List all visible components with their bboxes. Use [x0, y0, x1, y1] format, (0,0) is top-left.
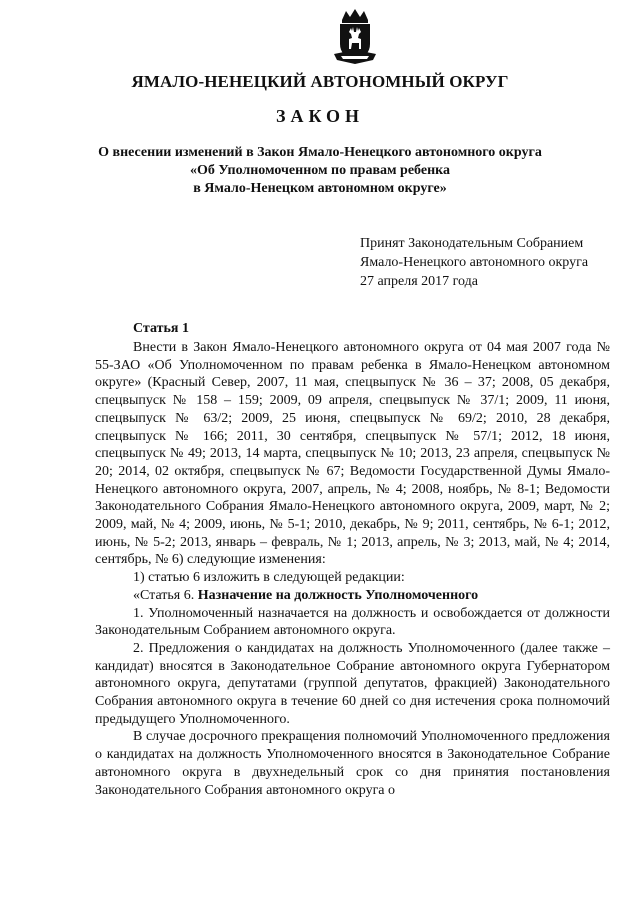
region-title: ЯМАЛО-НЕНЕЦКИЙ АВТОНОМНЫЙ ОКРУГ: [131, 72, 509, 91]
amendment-title-line: в Ямало-Ненецком автономном округе»: [193, 181, 447, 196]
article-1-heading: Статья 1: [133, 321, 189, 336]
article-6-paragraph-2: 2. Предложения о кандидатах на должность Уполномоченного (далее также – кандидат) вносятся в Законодательное Собрание автономного округа Губернатором автономного округа, депутатами (группой депутатов, фракцией) Законодательного Собрания автономного округа в течение 60 дней со дня истечения срока полномочий предыдущего Уполномоченного.: [95, 640, 610, 727]
amendment-title-line: «Об Уполномоченном по правам ребенка: [189, 163, 451, 178]
amendment-item-1: 1) статью 6 изложить в следующей редакции:: [133, 570, 405, 586]
adoption-note: [360, 234, 588, 291]
article-6-paragraph-3: В случае досрочного прекращения полномочий Уполномоченного предложения о кандидатах на должность Уполномоченного вносятся в Законодательное Собрание автономного округа в двухнедельный срок со дня принятия постановления Законодательного Собрания автономного округа о: [95, 729, 610, 798]
amendment-title: [0, 144, 640, 198]
amendment-title-line: О внесении изменений в Закон Ямало-Ненецкого автономного округа: [98, 145, 542, 160]
article-6-paragraph-1: 1. Уполномоченный назначается на должность и освобождается от должности Законодательным Собранием автономного округа.: [95, 605, 610, 639]
article-1-intro: Внести в Закон Ямало-Ненецкого автономного округа от 04 мая 2007 года № 55-ЗАО «Об Уполномоченном по правам ребенка в Ямало-Ненецком автономном округе» (Красный Север, 2007, 11 мая, спецвыпуск № 36 – 37; 2008, 05 декабря, спецвыпуск № 158 – 159; 2009, 09 апреля, спецвыпуск № 37/1; 2009, 11 июня, спецвыпуск № 63/2; 2009, 25 июня, спецвыпуск № 69/2; 2010, 28 декабря, спецвыпуск № 166; 2011, 30 сентября, спецвыпуск № 57/1; 2012, 18 июня, спецвыпуск № 49; 2013, 14 марта, спецвыпуск № 10; 2013, 23 апреля, спецвыпуск № 20; 2014, 02 октября, спецвыпуск № 67; Ведомости Государственной Думы Ямало-Ненецкого автономного округа, 2007, апрель, № 4; 2008, ноябрь, № 8-1; Ведомости Законодательного Собрания Ямало-Ненецкого автономного округа, 2009, март, № 2; 2009, май, № 4; 2009, июнь, № 5-1; 2010, декабрь, № 9; 2011, сентябрь, № 6-1; 2012, июнь, № 5-2; 2013, январь – февраль, № 1; 2013, апрель, № 3; 2013, май, № 4; 2014, сентябрь, № 6) следующие изменения:: [95, 340, 610, 568]
article-6-title: Назначение на должность Уполномоченного: [197, 587, 479, 603]
adoption-note-line: Принят Законодательным Собранием: [360, 236, 584, 251]
article-6-heading: [95, 587, 610, 605]
adoption-note-line: Ямало-Ненецкого автономного округа: [360, 255, 589, 270]
law-title: ЗАКОН: [275, 106, 365, 126]
yamal-nenets-coat-of-arms-icon: [332, 8, 378, 66]
article-1-body: [95, 339, 610, 799]
adoption-note-line: 27 апреля 2017 года: [360, 274, 478, 289]
article-6-prefix: «Статья 6.: [133, 587, 198, 603]
